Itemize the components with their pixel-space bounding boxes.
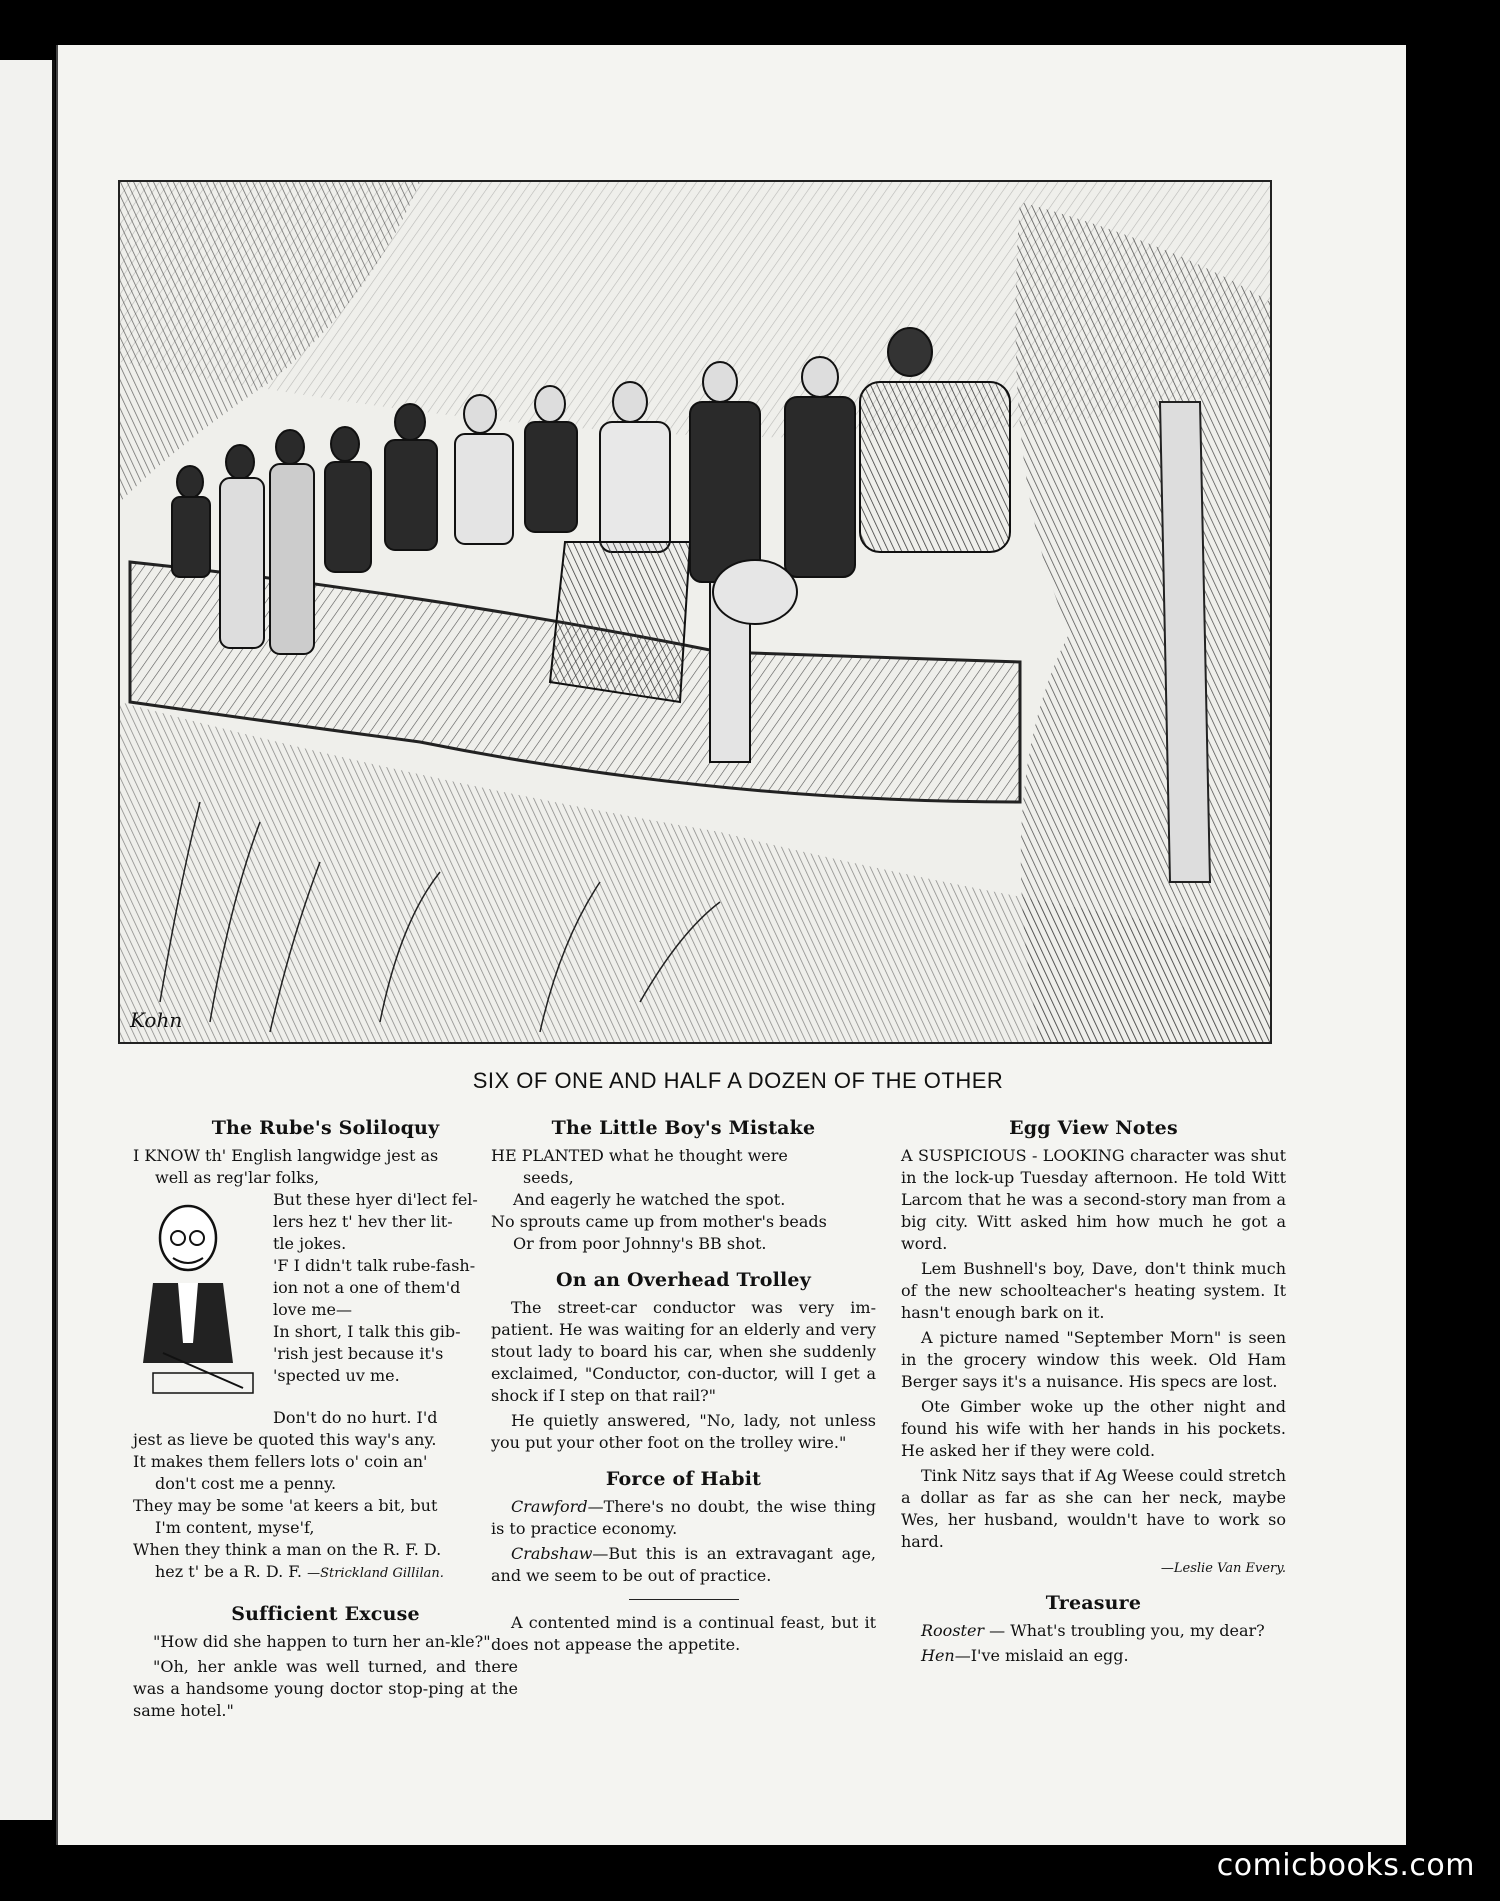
treasure-line bbox=[901, 1645, 1286, 1667]
poem-line: When they think a man on the R. F. D. bbox=[133, 1540, 442, 1559]
trolley-paragraph: The street-car conductor was very im-patient. He was waiting for an elderly and very stout lady to board his car, when she suddenly exclaimed, "Conductor, con-ductor, will I get a shock if I step on that rail?" bbox=[491, 1298, 876, 1405]
poem-line: tle jokes. bbox=[273, 1234, 347, 1253]
treasure-speaker: Rooster bbox=[921, 1621, 985, 1640]
poem-line: 'F I didn't talk rube-fash- bbox=[273, 1256, 476, 1275]
column-left bbox=[133, 1117, 518, 1725]
title-rubes-soliloquy: The Rube's Soliloquy bbox=[211, 1117, 440, 1139]
poem-rubes-soliloquy bbox=[133, 1145, 518, 1585]
poem-line: 'spected uv me. bbox=[273, 1366, 400, 1385]
poem-line: 'rish jest because it's bbox=[273, 1344, 444, 1363]
poem-line: It makes them fellers lots o' coin an' bbox=[133, 1452, 428, 1471]
note-paragraph: A SUSPICIOUS - LOOKING character was shut in the lock-up Tuesday afternoon. He told Witt Larcom that he was a second-story man from a big city. Witt asked him how much he got a word. bbox=[901, 1146, 1286, 1253]
poem-line: And eagerly he watched the spot. bbox=[513, 1190, 786, 1209]
poem-line: don't cost me a penny. bbox=[155, 1474, 337, 1493]
poem-line: No sprouts came up from mother's beads bbox=[491, 1212, 827, 1231]
habit-speaker: Crawford bbox=[511, 1497, 588, 1516]
poem-signature: —Strickland Gillilan. bbox=[307, 1566, 444, 1581]
column-middle bbox=[491, 1117, 876, 1659]
title-force-of-habit: Force of Habit bbox=[605, 1468, 762, 1490]
poem-line: I KNOW th' English langwidge jest as bbox=[133, 1146, 439, 1165]
title-treasure: Treasure bbox=[1045, 1592, 1142, 1614]
title-little-boys-mistake: The Little Boy's Mistake bbox=[551, 1117, 816, 1139]
habit-line bbox=[491, 1543, 876, 1587]
treasure-text: —I've mislaid an egg. bbox=[954, 1646, 1129, 1665]
illustration-drawing bbox=[120, 182, 1270, 1042]
habit-text: —But this is an extravagant age, and we seem to be out of practice. bbox=[491, 1544, 876, 1585]
habit-text: —There's no doubt, the wise thing is to practice economy. bbox=[491, 1497, 876, 1538]
treasure-speaker: Hen bbox=[921, 1646, 955, 1665]
title-sufficient-excuse: Sufficient Excuse bbox=[231, 1603, 420, 1625]
habit-line bbox=[491, 1496, 876, 1540]
note-paragraph: Ote Gimber woke up the other night and found his wife with her hands in his pockets. He asked her if they were cold. bbox=[901, 1397, 1286, 1460]
illustration-people-on-stone-wall bbox=[118, 180, 1272, 1044]
artist-signature: Kohn bbox=[130, 1008, 183, 1032]
note-paragraph: Lem Bushnell's boy, Dave, don't think much of the new schoolteacher's heating system. It hasn't enough bark on it. bbox=[901, 1259, 1286, 1322]
title-overhead-trolley: On an Overhead Trolley bbox=[556, 1269, 811, 1291]
magazine-page bbox=[56, 45, 1406, 1845]
title-egg-view-notes: Egg View Notes bbox=[1009, 1117, 1178, 1139]
notes-signature: —Leslie Van Every. bbox=[1160, 1561, 1286, 1576]
poem-line-text: hez t' be a R. D. F. bbox=[155, 1562, 302, 1581]
poem-line: They may be some 'at keers a bit, but bbox=[133, 1496, 438, 1515]
column-right bbox=[901, 1117, 1286, 1670]
excuse-line: "Oh, her ankle was well turned, and there was a handsome young doctor stop-ping at the same hotel." bbox=[133, 1657, 518, 1720]
poem-line bbox=[133, 1561, 518, 1585]
illustration-caption: SIX OF ONE AND HALF A DOZEN OF THE OTHER bbox=[472, 1068, 1004, 1093]
poem-line: Don't do no hurt. I'd bbox=[273, 1408, 438, 1427]
poem-line: In short, I talk this gib- bbox=[273, 1322, 461, 1341]
poem-line: HE PLANTED what he thought were bbox=[491, 1146, 788, 1165]
poem-line: jest as lieve be quoted this way's any. bbox=[133, 1430, 437, 1449]
poem-line: ion not a one of them'd bbox=[273, 1278, 461, 1297]
closing-epigram: A contented mind is a continual feast, but it does not appease the appetite. bbox=[491, 1613, 876, 1654]
excuse-line: "How did she happen to turn her an-kle?" bbox=[153, 1632, 491, 1651]
poem-line: But these hyer di'lect fel- bbox=[273, 1190, 478, 1209]
poem-line: well as reg'lar folks, bbox=[155, 1168, 320, 1187]
poem-line: seeds, bbox=[523, 1168, 574, 1187]
left-page-edge bbox=[0, 60, 55, 1820]
poem-line: I'm content, myse'f, bbox=[155, 1518, 315, 1537]
poem-line: love me— bbox=[273, 1300, 352, 1319]
treasure-line bbox=[901, 1620, 1286, 1642]
rube-portrait-icon bbox=[133, 1193, 263, 1403]
note-paragraph: Tink Nitz says that if Ag Weese could stretch a dollar as far as she can her neck, maybe Wes, her husband, wouldn't have to work so hard. bbox=[901, 1466, 1286, 1551]
section-divider bbox=[629, 1599, 739, 1600]
notes-signature-line bbox=[901, 1556, 1286, 1580]
watermark-logo: comicbooks.com bbox=[1216, 1848, 1475, 1883]
poem-line: lers hez t' hev ther lit- bbox=[273, 1212, 453, 1231]
poem-little-boys-mistake bbox=[491, 1145, 876, 1255]
poem-line: Or from poor Johnny's BB shot. bbox=[513, 1234, 767, 1253]
note-paragraph: A picture named "September Morn" is seen in the grocery window this week. Old Ham Berger says it's a nuisance. His specs are lost. bbox=[901, 1328, 1286, 1391]
habit-speaker: Crabshaw bbox=[511, 1544, 593, 1563]
trolley-paragraph: He quietly answered, "No, lady, not unless you put your other foot on the trolley wire." bbox=[491, 1411, 876, 1452]
treasure-text: — What's troubling you, my dear? bbox=[984, 1621, 1265, 1640]
